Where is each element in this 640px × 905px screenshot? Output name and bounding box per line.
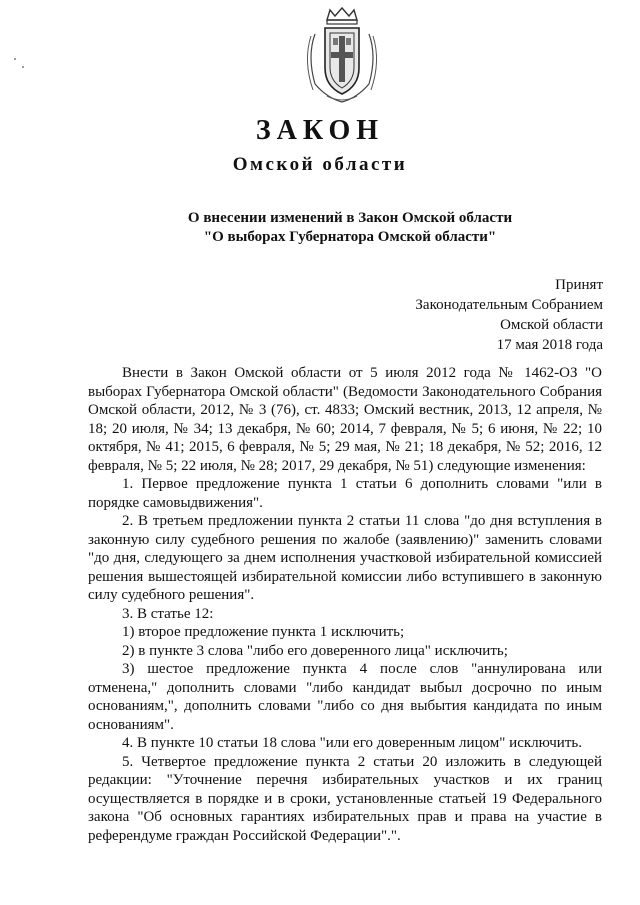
paragraph-item-2: 2. В третьем предложении пункта 2 статьи 11 слова "до дня вступления в законную силу судебного решения по жалобе (заявлению)" заменить словами "до дня, следующего за днем исполнения участковой избирательной комиссией решения вышестоящей избирательной комиссии либо вступившего в законную силу судебного решения".	[88, 513, 602, 603]
adoption-date: 17 мая 2018 года	[496, 337, 603, 353]
adoption-line: Принят	[555, 277, 603, 293]
document-subtitle: Омской области	[232, 154, 408, 175]
paragraph-subitem-1: 1) второе предложение пункта 1 исключить;	[122, 624, 405, 640]
law-heading	[150, 209, 550, 247]
coat-of-arms-icon	[297, 6, 387, 106]
paragraph-item-5: 5. Четвертое предложение пункта 2 статьи 20 изложить в следующей редакции: "Уточнение перечня избирательных участков и их границ осуществляется в порядке и в сроки, установленные статьей 19 Федерального закона "Об основных гарантиях избирательных прав и права на участие в референдуме граждан Российской Федерации".".	[88, 753, 602, 844]
paragraph-subitem-3: 3) шестое предложение пункта 4 после слов "аннулирована или отменена," дополнить словами "либо кандидат выбыл досрочно по иным основаниям,", дополнить словами "либо со дня выбытия кандидата по иным основаниям".	[88, 661, 602, 733]
paragraph-item-1: 1. Первое предложение пункта 1 статьи 6 дополнить словами "или в порядке самовыдвижения".	[88, 476, 602, 511]
law-body	[88, 364, 602, 845]
paragraph-item-4: 4. В пункте 10 статьи 18 слова "или его доверенным лицом" исключить.	[122, 735, 582, 751]
adoption-block	[415, 275, 603, 355]
paragraph-intro: Внести в Закон Омской области от 5 июля 2012 года № 1462-ОЗ "О выборах Губернатора Омской области" (Ведомости Законодательного Собрания Омской области, 2012, № 3 (76), ст. 4833; Омский вестник, 2013, 12 апреля, № 18; 20 июля, № 34; 13 декабря, № 60; 2014, 7 февраля, № 5; 6 июня, № 22; 10 октября, № 41; 2015, 6 февраля, № 5; 29 мая, № 21; 18 декабря, № 52; 2016, 12 февраля, № 5; 22 июля, № 28; 2017, 29 декабря, № 51) следующие изменения:	[88, 365, 602, 474]
paragraph-subitem-2: 2) в пункте 3 слова "либо его доверенного лица" исключить;	[122, 642, 508, 659]
adoption-line: Законодательным Собранием	[415, 297, 603, 313]
paragraph-item-3: 3. В статье 12:	[122, 605, 214, 622]
scan-speck	[22, 66, 24, 68]
law-heading-line: "О выборах Губернатора Омской области"	[203, 229, 497, 245]
adoption-line: Омской области	[500, 317, 603, 333]
scan-speck	[14, 58, 16, 60]
document-title: ЗАКОН	[255, 115, 385, 146]
law-heading-line: О внесении изменений в Закон Омской области	[187, 210, 513, 226]
